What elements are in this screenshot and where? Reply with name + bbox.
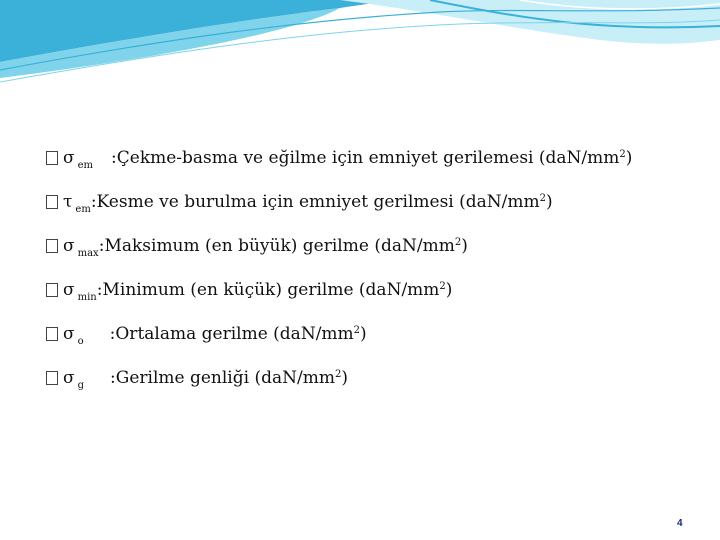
description: Kesme ve burulma için emniyet gerilmesi (daN/mm	[96, 192, 540, 212]
closing-paren: )	[625, 148, 633, 168]
list-item	[46, 236, 468, 266]
symbol-subscript: min	[77, 292, 97, 303]
square-bullet-icon	[46, 327, 58, 341]
symbol: σ	[63, 236, 75, 256]
list-item	[46, 368, 348, 398]
unit-superscript: 2	[619, 149, 626, 160]
symbol: σ	[63, 280, 75, 300]
symbol-subscript: g	[77, 380, 85, 391]
square-bullet-icon	[46, 239, 58, 253]
header-wave-decoration	[0, 0, 720, 90]
description: Ortalama gerilme (daN/mm	[115, 324, 354, 344]
list-item	[46, 280, 452, 310]
symbol-subscript: max	[77, 248, 99, 259]
description: Çekme-basma ve eğilme için emniyet gerilemesi (daN/mm	[116, 148, 620, 168]
symbol: σ	[63, 368, 75, 388]
square-bullet-icon	[46, 371, 58, 385]
separator: :	[96, 280, 103, 300]
closing-paren: )	[445, 280, 453, 300]
closing-paren: )	[360, 324, 367, 344]
symbol-subscript: em	[77, 160, 94, 171]
list-item	[46, 192, 553, 222]
unit-superscript: 2	[539, 193, 547, 204]
closing-paren: )	[461, 236, 468, 256]
separator: :	[109, 324, 116, 344]
square-bullet-icon	[46, 283, 58, 297]
unit-superscript: 2	[334, 369, 342, 380]
symbol: σ	[63, 148, 75, 168]
page-number: 4	[677, 518, 683, 529]
square-bullet-icon	[46, 151, 58, 165]
separator: :	[111, 148, 117, 168]
symbol: τ	[63, 192, 73, 212]
closing-paren: )	[546, 192, 553, 212]
description: Minimum (en küçük) gerilme (daN/mm	[102, 280, 440, 300]
unit-superscript: 2	[353, 325, 361, 336]
separator: :	[98, 236, 105, 256]
description: Maksimum (en büyük) gerilme (daN/mm	[104, 236, 455, 256]
separator: :	[90, 192, 97, 212]
closing-paren: )	[341, 368, 348, 388]
separator: :	[110, 368, 116, 388]
description: Gerilme genliği (daN/mm	[115, 368, 335, 388]
symbol-subscript: em	[75, 204, 91, 215]
list-item	[46, 148, 632, 178]
square-bullet-icon	[46, 195, 58, 209]
unit-superscript: 2	[454, 237, 462, 248]
symbol-subscript: o	[77, 336, 84, 347]
symbol: σ	[63, 324, 75, 344]
list-item	[46, 324, 367, 354]
unit-superscript: 2	[439, 281, 446, 292]
